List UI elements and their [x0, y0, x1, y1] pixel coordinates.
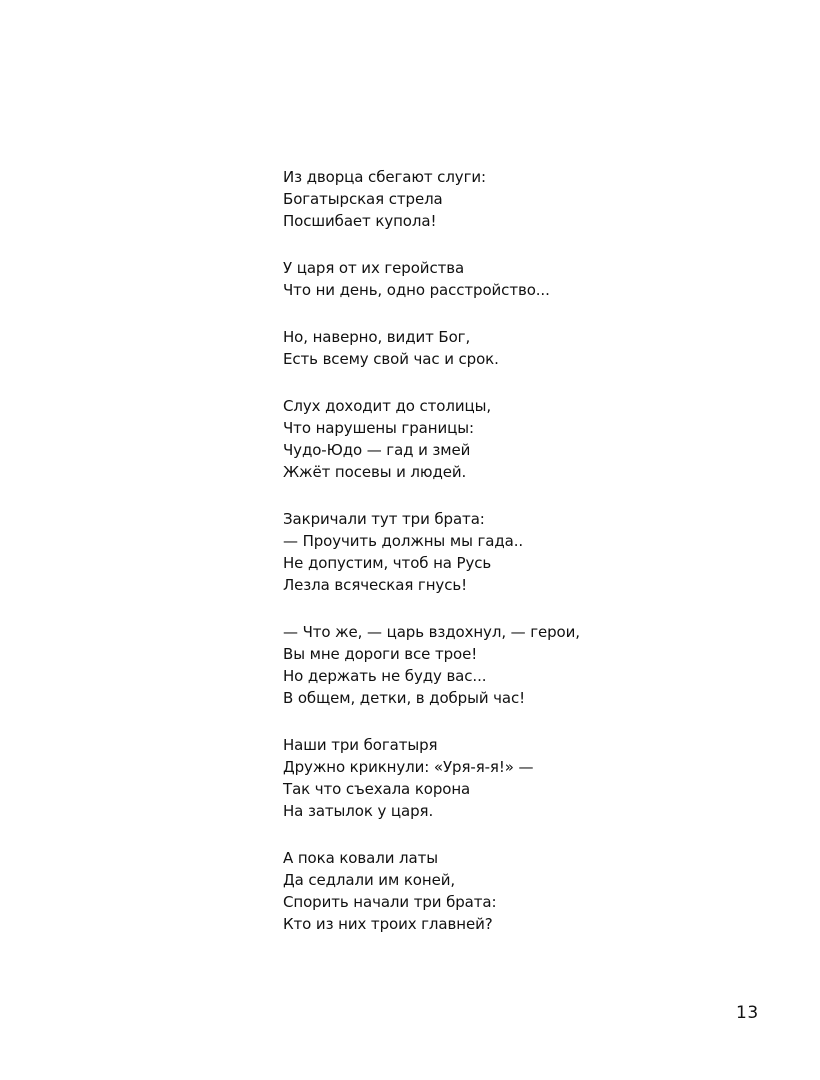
poem-line: Наши три богатыря — [283, 736, 438, 754]
poem-line: Так что съехала корона — [283, 780, 471, 798]
poem-line: Но держать не буду вас... — [283, 667, 487, 685]
poem-text — [283, 166, 703, 935]
stanza-5 — [283, 508, 703, 596]
poem-line: Богатырская стрела — [283, 190, 443, 208]
stanza-7 — [283, 734, 703, 822]
stanza-3 — [283, 326, 703, 370]
poem-line: Закричали тут три брата: — [283, 510, 485, 528]
poem-line: Но, наверно, видит Бог, — [283, 328, 471, 346]
stanza-2 — [283, 257, 703, 301]
poem-line: Да седлали им коней, — [283, 871, 456, 889]
poem-line: — Что же, — царь вздохнул, — герои, — [283, 623, 580, 641]
poem-line: Не допустим, чтоб на Русь — [283, 554, 492, 572]
page-number: 13 — [736, 1003, 759, 1023]
poem-line: Лезла всяческая гнусь! — [283, 576, 467, 594]
stanza-8 — [283, 847, 703, 935]
poem-line: В общем, детки, в добрый час! — [283, 689, 526, 707]
stanza-1 — [283, 166, 703, 232]
poem-line: Есть всему свой час и срок. — [283, 350, 499, 368]
poem-line: Кто из них троих главней? — [283, 915, 493, 933]
poem-line: Спорить начали три брата: — [283, 893, 497, 911]
poem-line: Вы мне дороги все трое! — [283, 645, 478, 663]
poem-line: Из дворца сбегают слуги: — [283, 168, 486, 186]
poem-line: Посшибает купола! — [283, 212, 437, 230]
poem-line: Жжёт посевы и людей. — [283, 463, 467, 481]
poem-line: — Проучить должны мы гада.. — [283, 532, 524, 550]
poem-line: Дружно крикнули: «Уря-я-я!» — — [283, 758, 534, 776]
poem-line: А пока ковали латы — [283, 849, 438, 867]
poem-line: Чудо-Юдо — гад и змей — [283, 441, 471, 459]
poem-line: Что нарушены границы: — [283, 419, 474, 437]
poem-line: У царя от их геройства — [283, 259, 465, 277]
stanza-6 — [283, 621, 703, 709]
stanza-4 — [283, 395, 703, 483]
poem-line: На затылок у царя. — [283, 802, 434, 820]
poem-line: Что ни день, одно расстройство... — [283, 281, 550, 299]
poem-line: Слух доходит до столицы, — [283, 397, 492, 415]
